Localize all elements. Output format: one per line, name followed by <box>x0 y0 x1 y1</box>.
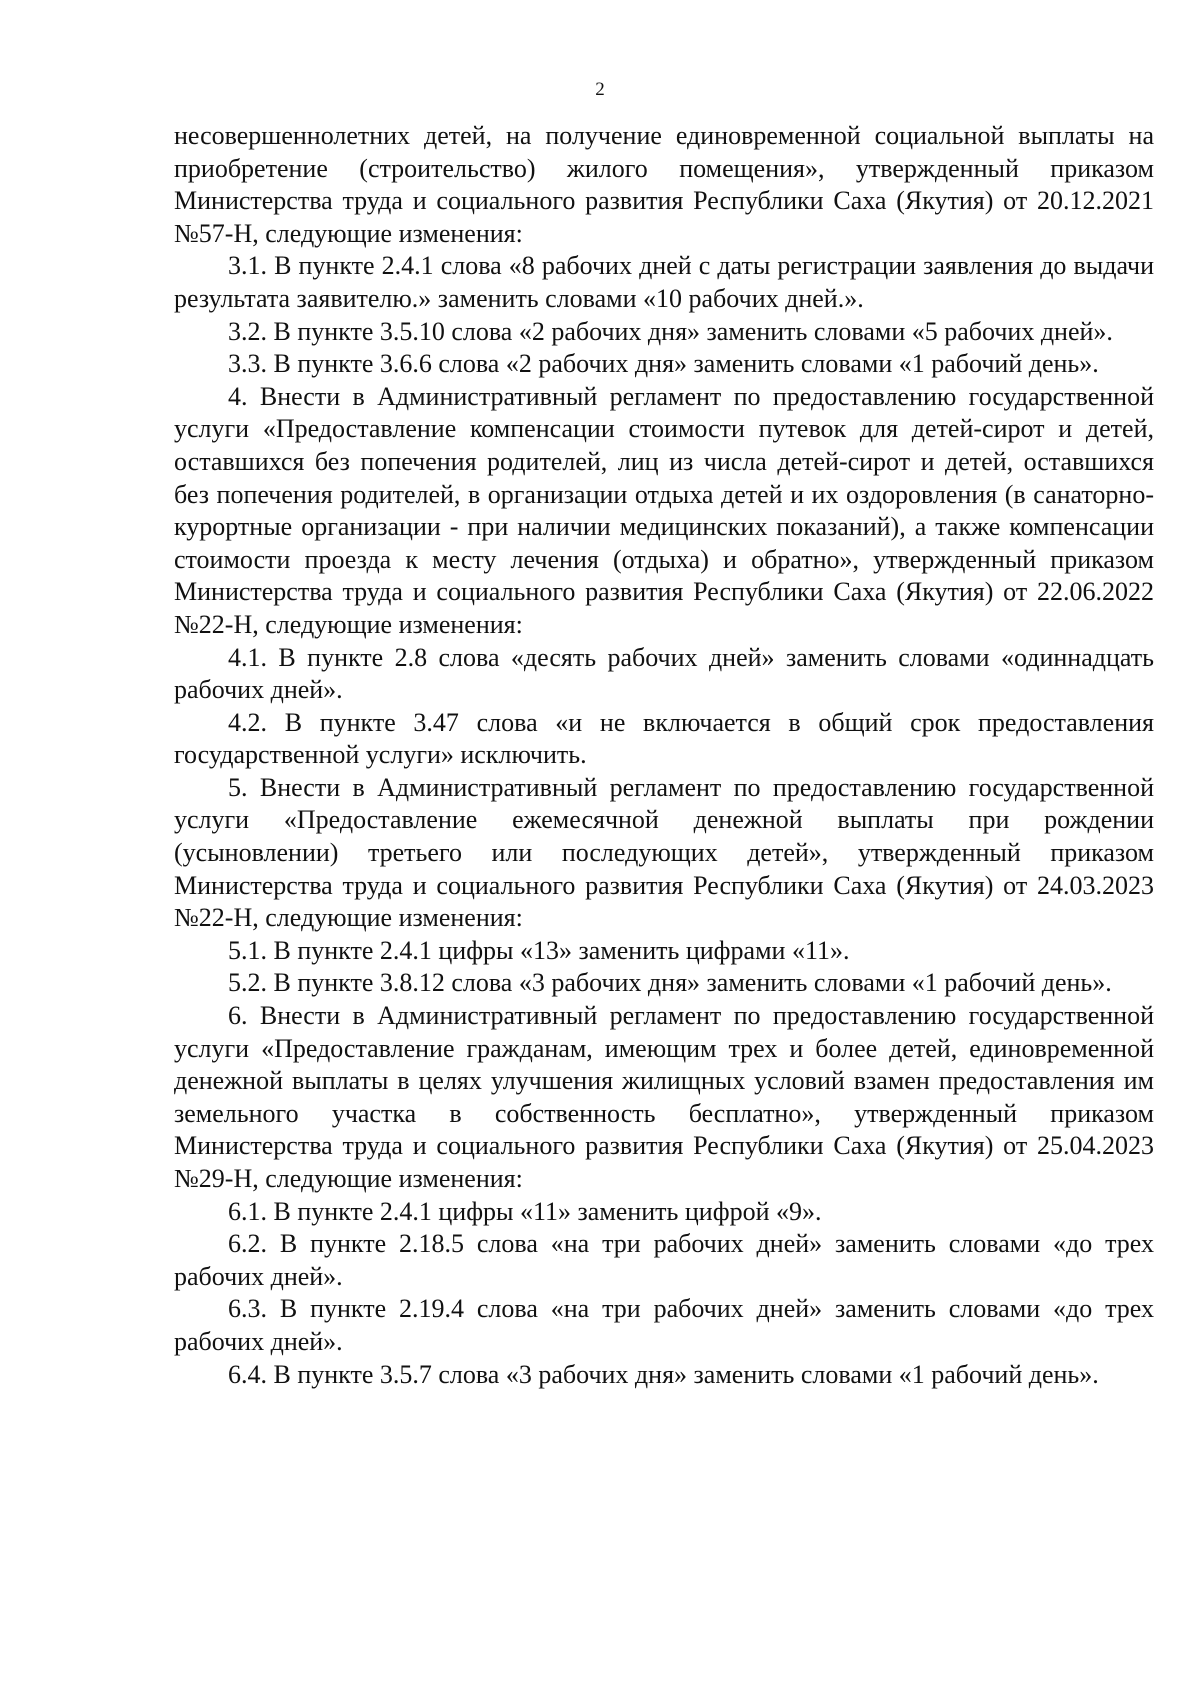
paragraph-6-3: 6.3. В пункте 2.19.4 слова «на три рабочих дней» заменить словами «до трех рабочих дней». <box>174 1294 1154 1356</box>
paragraph-4-2: 4.2. В пункте 3.47 слова «и не включается в общий срок предоставления государственной услуги» исключить. <box>174 707 1154 770</box>
paragraph-3-3: 3.3. В пункте 3.6.6 слова «2 рабочих дня» заменить словами «1 рабочий день». <box>228 349 1099 379</box>
paragraph-3-1: 3.1. В пункте 2.4.1 слова «8 рабочих дней с даты регистрации заявления до выдачи результата заявителю.» заменить словами «10 рабочих дней.». <box>174 251 1154 313</box>
paragraph-6: 6. Внести в Административный регламент по предоставлению государственной услуги «Предоставление гражданам, имеющим трех и более детей, единовременной денежной выплаты в целях улучшения жилищных условий взамен предоставления им земельного участка в собственность бесплатно», утвержденный приказом Министерства труда и социального развития Республики Саха (Якутия) от 25.04.2023 №29-Н, следующие изменения: <box>174 1001 1154 1193</box>
paragraph-continuation: несовершеннолетних детей, на получение единовременной социальной выплаты на приобретение (строительство) жилого помещения», утвержденный приказом Министерства труда и социального развития Республики Саха (Якутия) от 20.12.2021 №57-Н, следующие изменения: <box>174 121 1154 248</box>
paragraph-4: 4. Внести в Административный регламент по предоставлению государственной услуги «Предоставление компенсации стоимости путевок для детей-сирот и детей, оставшихся без попечения родителей, лиц из числа детей-сирот и детей, оставшихся без попечения родителей, в организации отдыха детей и их оздоровления (в санаторно-курортные организации - при наличии медицинских показаний), а также компенсации стоимости проезда к месту лечения (отдыха) и обратно», утвержденный приказом Министерства труда и социального развития Республики Саха (Якутия) от 22.06.2022 №22-Н, следующие изменения: <box>174 381 1154 639</box>
paragraph-4-1: 4.1. В пункте 2.8 слова «десять рабочих дней» заменить словами «одиннадцать рабочих дней». <box>174 642 1154 705</box>
paragraph-5: 5. Внести в Административный регламент по предоставлению государственной услуги «Предоставление ежемесячной денежной выплаты при рождении (усыновлении) третьего или последующих детей», утвержденный приказом Министерства труда и социального развития Республики Саха (Якутия) от 24.03.2023 №22-Н, следующие изменения: <box>174 772 1154 933</box>
paragraph-6-2: 6.2. В пункте 2.18.5 слова «на три рабочих дней» заменить словами «до трех рабочих дней». <box>174 1229 1154 1291</box>
paragraph-5-2: 5.2. В пункте 3.8.12 слова «3 рабочих дня» заменить словами «1 рабочий день». <box>228 968 1112 998</box>
paragraph-5-1: 5.1. В пункте 2.4.1 цифры «13» заменить цифрами «11». <box>228 935 850 965</box>
paragraph-3-2: 3.2. В пункте 3.5.10 слова «2 рабочих дня» заменить словами «5 рабочих дней». <box>228 316 1113 346</box>
page-number: 2 <box>595 79 605 100</box>
paragraph-6-4: 6.4. В пункте 3.5.7 слова «3 рабочих дня» заменить словами «1 рабочий день». <box>228 1359 1099 1389</box>
paragraph-6-1: 6.1. В пункте 2.4.1 цифры «11» заменить цифрой «9». <box>228 1196 822 1226</box>
document-body <box>174 120 1154 1391</box>
